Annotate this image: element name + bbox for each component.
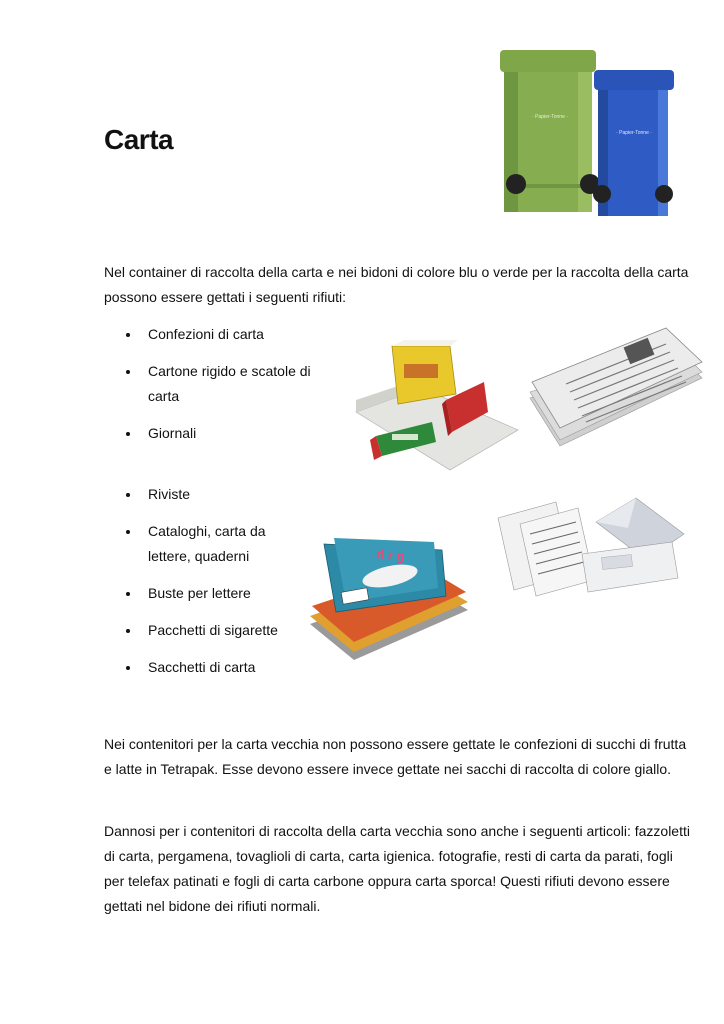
list-item: Confezioni di carta <box>104 322 334 347</box>
svg-text:d r g: d r g <box>375 546 406 564</box>
list-item: Riviste <box>104 482 304 507</box>
paper-bins-image <box>498 44 678 222</box>
list-item: Sacchetti di carta <box>104 655 304 680</box>
tetrapak-paragraph: Nei contenitori per la carta vecchia non possono essere gettate le confezioni di succhi di frutta e latte in Tetrapak. Esse devono essere invece gettate nei sacchi di raccolta di colore giallo. <box>104 736 687 777</box>
list-item: Cataloghi, carta da lettere, quaderni <box>104 519 304 569</box>
letters-envelopes-image <box>496 494 686 602</box>
harmful-items-paragraph: Dannosi per i contenitori di raccolta della carta vecchia sono anche i seguenti articoli: fazzoletti di carta, pergamena, tovaglioli di carta, carta igienica. fotografie, resti di carta da parati, fogli per telefax patinati e fogli di carta carbone oppura carta sporca! Questi rifiuti devono essere gettati nel bidone dei rifiuti normali. <box>104 823 690 914</box>
blue-bin-label: · Papier-Tonne · <box>616 130 652 136</box>
list-item: Pacchetti di sigarette <box>104 618 304 643</box>
newspapers-image <box>526 322 706 450</box>
magazines-image <box>306 532 472 664</box>
accepted-items-list-2 <box>104 482 304 680</box>
page-title: Carta <box>104 124 174 155</box>
list-item: Cartone rigido e scatole di carta <box>104 359 334 409</box>
list-item: Buste per lettere <box>104 581 304 606</box>
paper-packaging-image <box>352 338 520 474</box>
green-bin-label: · Papier-Tonne · <box>532 114 568 120</box>
list-item: Giornali <box>104 421 334 446</box>
accepted-items-list-1 <box>104 322 334 446</box>
intro-paragraph: Nel container di raccolta della carta e nei bidoni di colore blu o verde per la raccolta della carta possono essere gettati i seguenti rifiuti: <box>104 264 689 305</box>
